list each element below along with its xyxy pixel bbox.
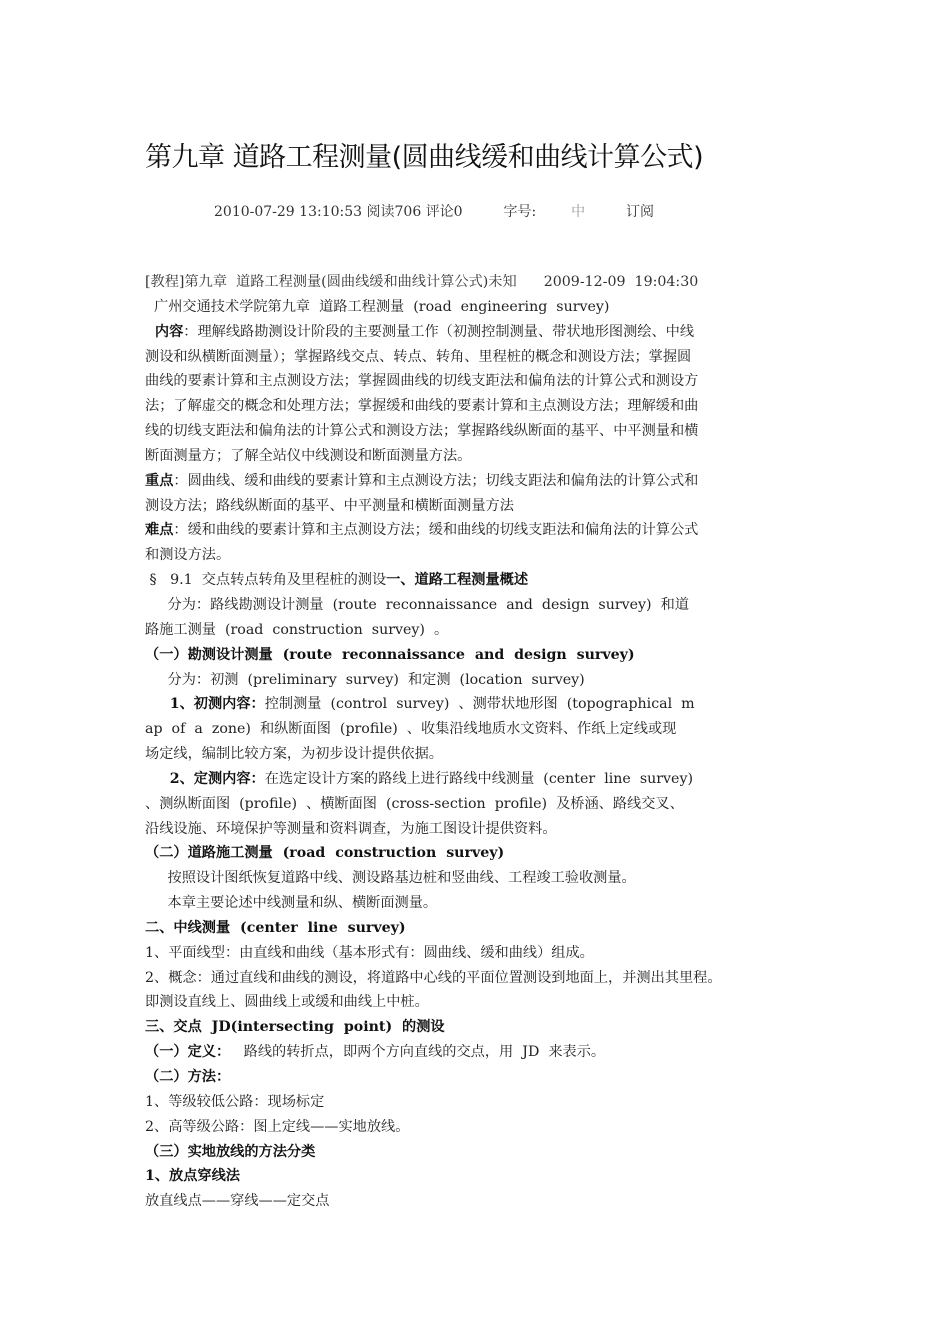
text-span: 在选定设计方案的路线上进行路线中线测量 (center line survey) xyxy=(264,770,693,787)
text-line: 测设方法；路线纵断面的基平、中平测量和横断面测量方法 xyxy=(145,497,514,514)
text-line xyxy=(145,320,817,345)
text-line: 曲线的要素计算和主点测设方法；掌握圆曲线的切线支距法和偏角法的计算公式和测设方 xyxy=(145,373,699,390)
text-line: 分为：路线勘测设计测量 (route reconnaissance and design survey) 和道 xyxy=(145,596,689,613)
text-line: 法；了解虚交的概念和处理方法；掌握缓和曲线的要素计算和主点测设方法；理解缓和曲 xyxy=(145,398,699,415)
label-definition: （一）定义： xyxy=(145,1044,231,1061)
text-line xyxy=(145,469,817,494)
text-span: § 9.1 交点转点转角及里程桩的测设 xyxy=(145,572,387,589)
label-difficulties: 难点 xyxy=(145,522,174,539)
text-span: 控制测量 (control survey) 、测带状地形图 (topographical m xyxy=(264,696,695,713)
text-line: 即测设直线上、圆曲线上或缓和曲线上中桩。 xyxy=(145,994,429,1011)
text-line: 、测纵断面图 (profile) 、横断面图 (cross-section profile) 及桥涵、路线交叉、 xyxy=(145,795,684,812)
text-line: 1、平面线型：由直线和曲线（基本形式有：圆曲线、缓和曲线）组成。 xyxy=(145,944,594,961)
article-body xyxy=(145,270,817,1214)
article-title: 第九章 道路工程测量(圆曲线缓和曲线计算公式) xyxy=(145,142,704,173)
text-line: 广州交通技术学院第九章 道路工程测量 (road engineering survey) xyxy=(145,298,610,315)
font-size-label: 字号: xyxy=(503,204,537,220)
meta-datetime: 2010-07-29 13:10:53 xyxy=(214,204,363,220)
section-heading: 二、中线测量 (center line survey) xyxy=(145,919,406,936)
text-line: 断面测量方；了解全站仪中线测设和断面测量方法。 xyxy=(145,447,472,464)
text-line xyxy=(145,767,817,792)
text-line: 场定线，编制比较方案，为初步设计提供依据。 xyxy=(145,746,443,763)
text-line: 和测设方法。 xyxy=(145,547,231,564)
subsection-heading: 1、放点穿线法 xyxy=(145,1168,240,1185)
text-span: 路线的转折点，即两个方向直线的交点，用 JD 来表示。 xyxy=(230,1044,606,1061)
text-span: ：圆曲线、缓和曲线的要素计算和主点测设方法；切线支距法和偏角法的计算公式和 xyxy=(173,472,699,489)
source-line[interactable]: [教程]第九章 道路工程测量(圆曲线缓和曲线计算公式)未知 2009-12-09 19:04:30 xyxy=(145,274,699,290)
subsection-heading: （一）勘测设计测量 (route reconnaissance and design survey) xyxy=(145,646,635,663)
meta-reads: 阅读706 xyxy=(366,204,422,220)
text-line: ap of a zone) 和纵断面图 (profile) 、收集沿线地质水文资料、作纸上定线或现 xyxy=(145,721,677,738)
section-heading xyxy=(145,568,817,593)
text-line: 路施工测量 (road construction survey) 。 xyxy=(145,621,449,638)
article-meta xyxy=(214,201,654,221)
font-size-medium-link[interactable]: 中 xyxy=(571,204,586,220)
text-line xyxy=(145,1040,817,1065)
subscribe-link[interactable]: 订阅 xyxy=(626,204,655,220)
text-line: 2、高等级公路：图上定线——实地放线。 xyxy=(145,1118,410,1135)
text-line: 放直线点——穿线——定交点 xyxy=(145,1193,330,1210)
text-line: 1、等级较低公路：现场标定 xyxy=(145,1093,325,1110)
text-line xyxy=(145,518,817,543)
meta-comments: 评论0 xyxy=(425,204,463,220)
label-key-points: 重点 xyxy=(145,472,174,489)
text-span: ：缓和曲线的要素计算和主点测设方法；缓和曲线的切线支距法和偏角法的计算公式 xyxy=(173,522,699,539)
text-line: 分为：初测 (preliminary survey) 和定测 (location survey) xyxy=(145,671,585,688)
label-location: 2、定测内容： xyxy=(145,770,265,787)
text-line: 2、概念：通过直线和曲线的测设，将道路中心线的平面位置测设到地面上，并测出其里程。 xyxy=(145,969,722,986)
subsection-heading: （二）方法： xyxy=(145,1069,231,1085)
text-line: 本章主要论述中线测量和纵、横断面测量。 xyxy=(145,895,438,912)
label-content: 内容 xyxy=(145,323,184,340)
text-span: ：理解线路勘测设计阶段的主要测量工作（初测控制测量、带状地形图测绘、中线 xyxy=(183,323,695,340)
label-preliminary: 1、初测内容： xyxy=(145,696,265,713)
text-line: 测设和纵横断面测量）；掌握路线交点、转点、转角、里程桩的概念和测设方法；掌握圆 xyxy=(145,348,692,365)
text-line: 按照设计图纸恢复道路中线、测设路基边桩和竖曲线、工程竣工验收测量。 xyxy=(145,870,636,887)
heading-span: 一、道路工程测量概述 xyxy=(386,572,529,589)
subsection-heading: （三）实地放线的方法分类 xyxy=(145,1143,316,1160)
text-line: 沿线设施、环境保护等测量和资料调查，为施工图设计提供资料。 xyxy=(145,820,557,837)
section-heading: 三、交点 JD(intersecting point) 的测设 xyxy=(145,1019,445,1036)
text-line: 线的切线支距法和偏角法的计算公式和测设方法；掌握路线纵断面的基平、中平测量和横 xyxy=(145,423,699,440)
text-line xyxy=(145,692,817,717)
subsection-heading: （二）道路施工测量 (road construction survey) xyxy=(145,845,505,862)
